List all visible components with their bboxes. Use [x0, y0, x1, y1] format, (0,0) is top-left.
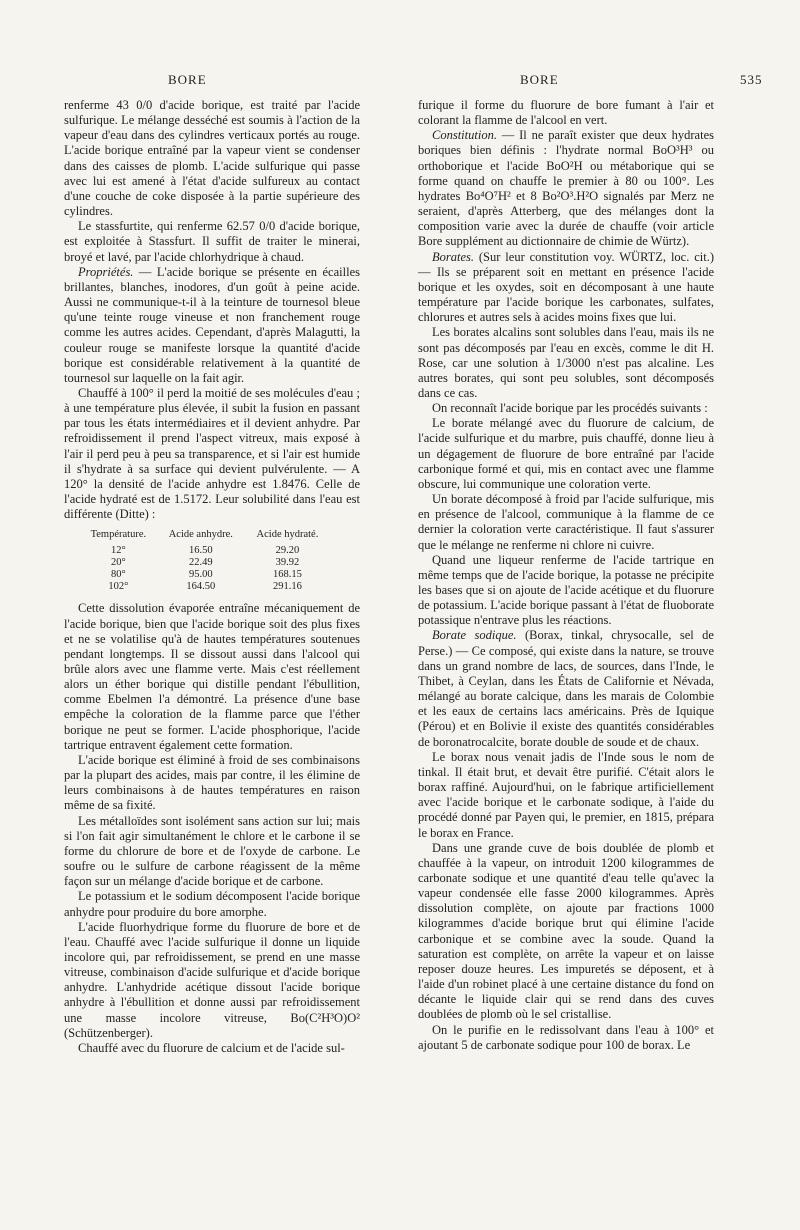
section-label: Borates. [432, 249, 475, 264]
table-cell: 22.49 [188, 557, 213, 569]
right-column [418, 98, 714, 1053]
table-cell: 164.50 [186, 581, 216, 593]
page-number: 535 [740, 72, 763, 87]
paragraph: Le potassium et le sodium décomposent l'acide borique anhydre pour produire du bore amorphe. [64, 889, 360, 919]
table-cell: 95.00 [188, 569, 213, 581]
paragraph: renferme 43 0/0 d'acide borique, est traité par l'acide sulfurique. Le mélange desséché est soumis à l'action de la vapeur d'eau dans des cylindres verticaux portés au rouge. L'acide borique entraîné par la vapeur vient se condenser dans des caisses de plomb. L'acide sulfurique qui passe avec lui est amené à l'état d'acide sulfureux au contact d'une couche de coke disposée à la partie supérieure des cylindres. [64, 98, 360, 219]
paragraph: Le borate mélangé avec du fluorure de calcium, de l'acide sulfurique et du marbre, puis chauffé, donne lieu à un dégagement de fluorure de bore entraîné par l'acide carbonique formé et qui, mis en contact avec une flamme obscure, lui communique une coloration verte. [418, 416, 714, 491]
paragraph [418, 250, 714, 326]
paragraph: Un borate décomposé à froid par l'acide sulfurique, mis en présence de l'alcool, communique à la flamme de ce dernier la coloration verte caractéristique. Il faut s'assurer que le mélange ne renferme ni chlore ni cuivre. [418, 492, 714, 552]
paragraph [418, 128, 714, 249]
table-cell: 80° [111, 569, 126, 581]
paragraph [64, 265, 360, 386]
paragraph: Chauffé avec du fluorure de calcium et de l'acide sul- [78, 1040, 345, 1055]
table-header: Acide hydraté. [256, 529, 319, 541]
table-cell: 20° [111, 557, 126, 569]
section-label: Propriétés. [78, 264, 134, 279]
table-row [80, 545, 330, 557]
table-cell: 168.15 [273, 569, 302, 581]
paragraph: furique il forme du fluorure de bore fumant à l'air et colorant la flamme de l'alcool en vert. [418, 98, 714, 128]
paragraph: Dans une grande cuve de bois doublée de plomb et chauffée à la vapeur, on introduit 1200 kilogrammes de carbonate sodique et une quantité d'eau telle qu'avec la vapeur condensée elle fasse 2000 kilogrammes. Après dissolution complète, on ajoute par fractions 1000 kilogrammes d'acide borique brut qui élimine l'acide carbonique et se combine avec la soude. Quand la saturation est complète, on arrête la vapeur et on laisse reposer douze heures. Les impuretés se déposent, et à l'aide d'un robinet placé à une certaine distance du fond on décante le liquide clair qui se rend dans des cuves doublées de plomb où le sel cristallise. [418, 840, 714, 1022]
table-row [80, 557, 330, 569]
table-cell: 291.16 [273, 581, 302, 593]
table-row [80, 569, 330, 581]
table-header: Acide anhydre. [168, 529, 233, 541]
paragraph-text: (Sur leur constitution voy. WÜRTZ, loc. cit.) — Ils se préparent soit en mettant en présence l'acide borique et les oxydes, soit en décomposant à une haute température par l'acide borique les carbonates, sulfates, chlorures et autres sels à acides moins fixes que lui. [418, 249, 714, 325]
section-label: Constitution. [432, 128, 497, 143]
table-cell: 39.92 [275, 557, 300, 569]
paragraph: Chauffé à 100° il perd la moitié de ses molécules d'eau ; à une température plus élevée, il subit la fusion en passant par tous les états intermédiaires et il devient anhydre. Par refroidissement il prend l'aspect vitreux, mais exposé à l'air il perd peu à peu sa transparence, et si l'air est humide il s'hydrate à sa surface qui devient pulvérulente. — A 120° la densité de l'acide anhydre est 1.8476. Celle de l'acide hydraté est de 1.5172. Leur solubilité dans l'eau est différente (Ditte) : [64, 385, 360, 522]
table-cell: 29.20 [275, 545, 300, 557]
table-header: Température. [90, 529, 147, 541]
solubility-table [80, 528, 330, 593]
table-cell: 102° [108, 581, 129, 593]
table-header-row [80, 528, 330, 545]
paragraph-text: (Borax, tinkal, chrysocalle, sel de Perse.) — Ce composé, qui existe dans la nature, se trouve dans un grand nombre de lacs, de sources, dans l'Inde, le Thibet, à Ceylan, dans les États de Californie et Névada, mélangé au borate calcique, dans les marais de Colombie et les eaux de certains lacs américains. Près de Iquique (Pérou) et en Bolivie il existe des quantités considérables de boronatrocalcite, borate double de soude et de chaux. [418, 628, 714, 749]
paragraph: Cette dissolution évaporée entraîne mécaniquement de l'acide borique, bien que l'acide borique soit des plus fixes et ne se volatilise qu'à de hautes températures soutenues pendant longtemps. Il se dissout aussi dans l'alcool qui brûle alors avec une flamme verte. Mais c'est réellement alors un éther borique qui distille pendant l'ébullition, comme Ebelmen l'a démontré. La présence d'une base empêche la coloration de la flamme parce que l'éther borique ne peut se former. L'acide phosphorique, l'acide tartrique entravent également cette formation. [64, 601, 360, 752]
paragraph [418, 628, 714, 749]
table-cell: 12° [111, 545, 126, 557]
left-column [64, 98, 360, 1056]
paragraph: L'acide fluorhydrique forme du fluorure de bore et de l'eau. Chauffé avec l'acide sulfurique il donne un liquide incolore qui, par refroidissement, se prend en une masse vitreuse, combinaison d'acide sulfurique et d'acide borique anhydre. L'anhydride acétique dissout l'acide borique anhydre à l'ébullition et donne aussi par refroidissement une masse incolore vitreuse, Bo(C²H³O)O² (Schützenberger). [64, 919, 360, 1040]
paragraph: Les métalloïdes sont isolément sans action sur lui; mais si l'on fait agir simultanément le chlore et le carbone il se forme du chlorure de bore et de l'oxyde de carbone. Le soufre ou le sulfure de carbone réagissent de la même façon sur un mélange d'acide borique et de carbone. [64, 813, 360, 889]
paragraph-text: — Il ne paraît exister que deux hydrates boriques bien définis : l'hydrate normal BoO³H³ ou orthoborique et l'acide BoO²H ou métaborique qui se forme quand on chauffe le premier à 80 ou 100°. Les hydrates Bo⁴O⁷H² et 8 Bo²O³.H²O signalés par Merz ne seraient, d'après Atterberg, que des mélanges dont la composition varie avec la durée de chauffe (voir article Bore supplément au dictionnaire de chimie de Würtz). [418, 128, 714, 249]
paragraph: Quand une liqueur renferme de l'acide tartrique en même temps que de l'acide borique, la potasse ne précipite les bases que si on ajoute de l'acide acétique et du fluorure de potassium. L'acide borique passant à l'état de fluoborate potassique n'entrave plus les réactions. [418, 552, 714, 628]
paragraph-text: — L'acide borique se présente en écailles brillantes, blanches, inodores, d'un goût à peine acide. Aussi ne communique-t-il à la teinture de tournesol bleue qu'une teinte rouge vineuse et non franchement rouge comme les autres acides. Cependant, d'après Malagutti, la couleur rouge se manifeste lorsque la quantité d'acide borique est considérable relativement à la quantité de tournesol sur laquelle on la fait agir. [64, 264, 360, 385]
paragraph: On le purifie en le redissolvant dans l'eau à 100° et ajoutant 5 de carbonate sodique pour 100 de borax. Le [418, 1022, 714, 1052]
paragraph: L'acide borique est éliminé à froid de ses combinaisons par la plupart des acides, mais par contre, il les élimine de leurs combinaisons à de hautes températures en raison même de sa fixité. [64, 752, 360, 813]
paragraph: Le borax nous venait jadis de l'Inde sous le nom de tinkal. Il était brut, et devait être purifié. C'était alors le borax raffiné. Aujourd'hui, on le fabrique artificiellement avec l'acide borique et le carbonate sodique, à l'aide du procédé donné par Payen qui, le premier, en 1815, prépara le borax en France. [418, 749, 714, 840]
table-cell: 16.50 [188, 545, 213, 557]
paragraph: Le stassfurtite, qui renferme 62.57 0/0 d'acide borique, est exploitée à Stassfurt. Il suffit de traiter le minerai, broyé et lavé, par l'acide chlorhydrique à chaud. [64, 219, 360, 264]
table-row [80, 581, 330, 593]
running-header-right: BORE [520, 72, 559, 87]
section-label: Borate sodique. [432, 628, 517, 643]
paragraph: Les borates alcalins sont solubles dans l'eau, mais ils ne sont pas décomposés par l'eau en excès, comme le dit H. Rose, car une solution à 1/3000 n'est pas alcaline. Les autres borates, qui sont peu solubles, sont décomposés dans ce cas. [418, 325, 714, 400]
paragraph: On reconnaît l'acide borique par les procédés suivants : [432, 401, 708, 416]
running-header-left: BORE [168, 72, 207, 87]
